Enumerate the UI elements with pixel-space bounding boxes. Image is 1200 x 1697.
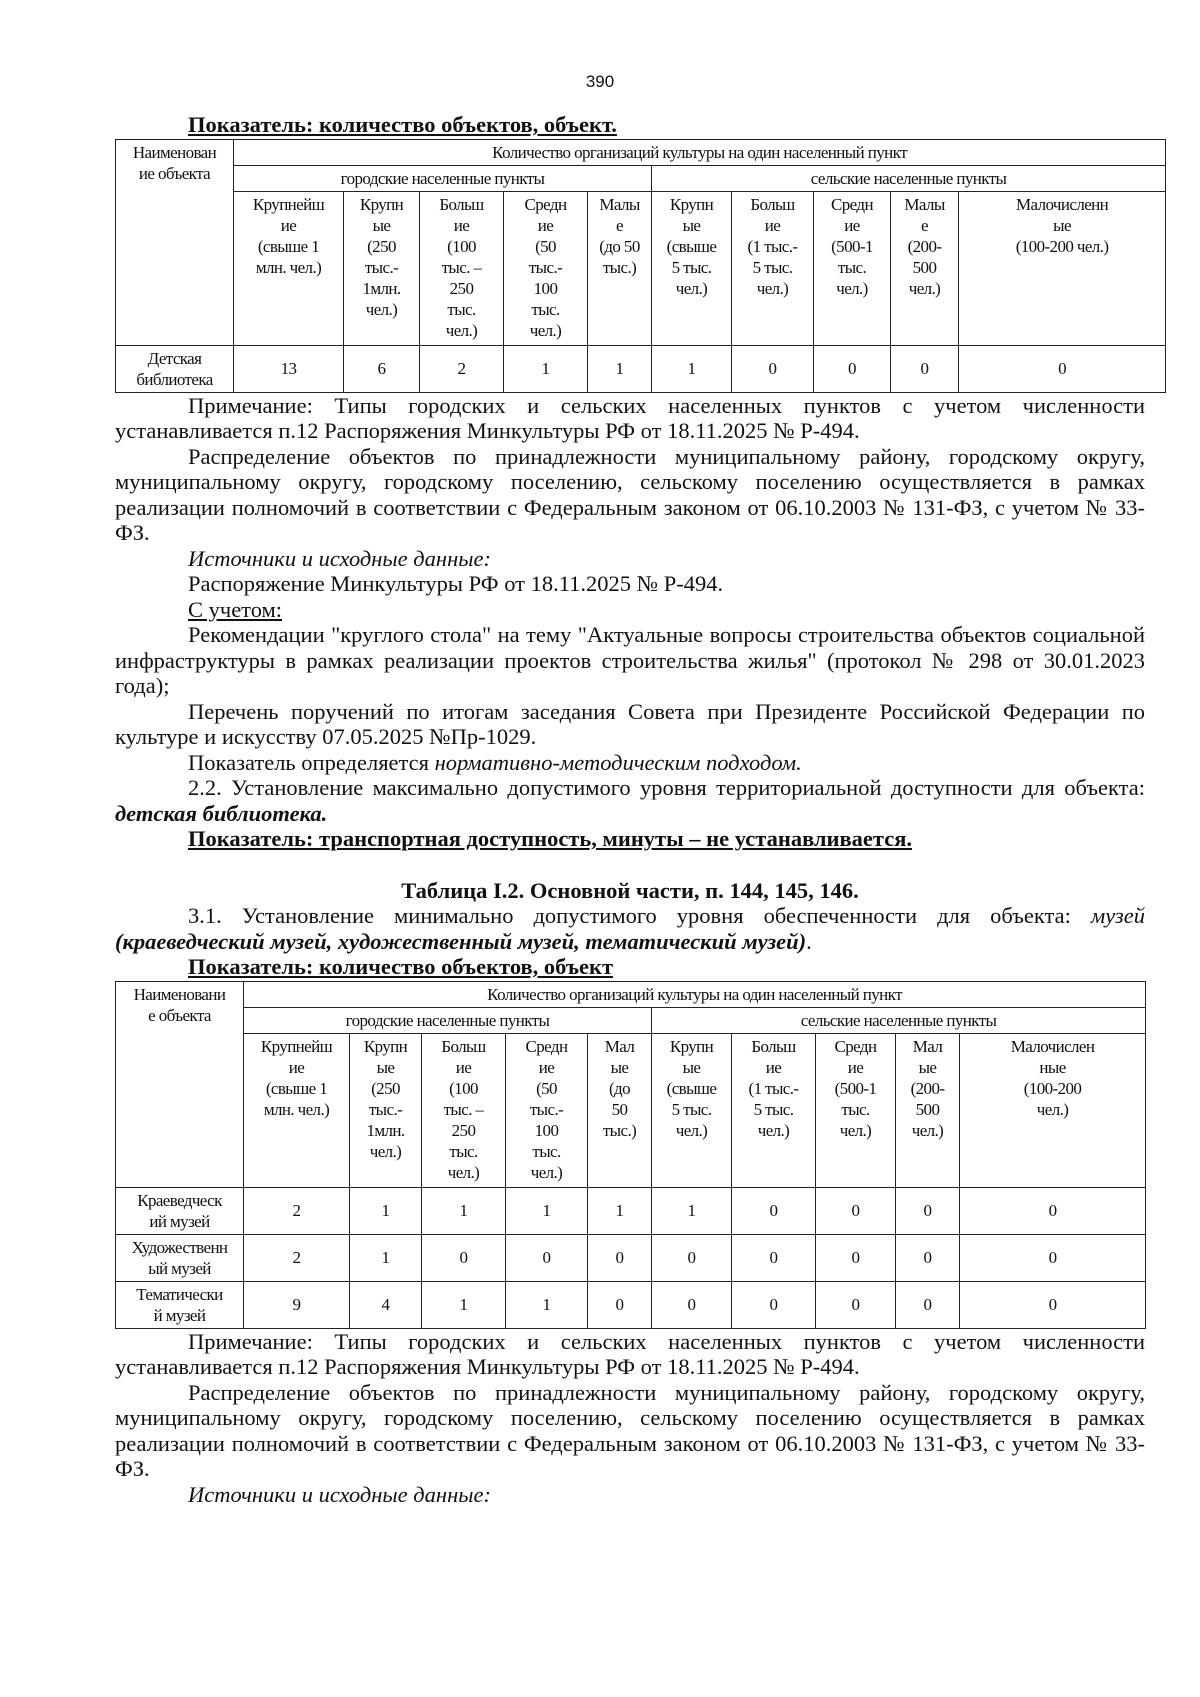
group-rural: сельские населенные пункты [652,165,1166,191]
column-header: Крупн ые (свыше 5 тыс. чел.) [652,1033,732,1187]
cell: 0 [588,1234,652,1281]
cell: 2 [244,1187,350,1234]
table-row [116,1187,1146,1234]
cell: 0 [652,1281,732,1328]
distribution-paragraph-museum: Распределение объектов по принадлежности муниципальному району, городскому округу, муниципальному округу, городскому поселению, сельскому поселению осуществляется в рамках реализации полномочий в соответствии с Федеральным законом от 06.10.2003 № 131-ФЗ, с учетом № 33-ФЗ. [115,1379,1145,1481]
cell: 9 [244,1281,350,1328]
column-header: Мал ые (до 50 тыс.) [588,1033,652,1187]
cell: 0 [652,1234,732,1281]
cell: 6 [344,345,420,392]
cell: 1 [652,1187,732,1234]
cell: 1 [504,345,588,392]
column-header: Больш ие (100 тыс. – 250 тыс. чел.) [420,191,504,345]
row-name: Тематически й музей [116,1281,244,1328]
cell: 1 [350,1187,422,1234]
column-header: Малочисленн ые (100-200 чел.) [959,191,1166,345]
cell: 1 [588,345,652,392]
column-header: Крупн ые (свыше 5 тыс. чел.) [652,191,732,345]
recommendations-paragraph: Рекомендации "круглого стола" на тему "Актуальные вопросы строительства объектов социальной инфраструктуры в рамках реализации проектов строительства жилья" (протокол № 298 от 30.01.2023 года); [115,622,1145,698]
method-prefix: Показатель определяется [188,749,435,775]
cell: 0 [960,1281,1146,1328]
column-header: Малочислен ные (100-200 чел.) [960,1033,1146,1187]
cell: 0 [816,1187,896,1234]
column-header: Крупн ые (250 тыс.- 1млн. чел.) [344,191,420,345]
table-row [116,1234,1146,1281]
group-urban: городские населенные пункты [234,165,652,191]
cell: 1 [350,1234,422,1281]
column-header: Больш ие (1 тыс.- 5 тыс. чел.) [732,1033,816,1187]
column-header: Крупнейш ие (свыше 1 млн. чел.) [244,1033,350,1187]
cell: 0 [732,345,814,392]
column-header: Крупнейш ие (свыше 1 млн. чел.) [234,191,344,345]
cell: 2 [244,1234,350,1281]
cell: 13 [234,345,344,392]
group-header-row [116,165,1166,191]
indicator-title: Показатель: количество объектов, объект. [188,112,617,137]
section-2-2-text: 2.2. Установление максимально допустимого уровня территориальной доступности для объекта: [188,775,1145,800]
row-name: Краеведческ ий музей [116,1187,244,1234]
method-paragraph [115,750,1145,776]
cell: 0 [960,1187,1146,1234]
note-paragraph-museum: Примечание: Типы городских и сельских населенных пунктов с учетом численности устанавливается п.12 Распоряжения Минкультуры РФ от 18.11.2025 № Р-494. [115,1328,1145,1379]
column-header-row [116,1033,1146,1187]
top-header: Количество организаций культуры на один населенный пункт [234,139,1166,165]
cell: 1 [652,345,732,392]
column-header-row [116,191,1166,345]
group-urban: городские населенные пункты [244,1007,652,1033]
top-header: Количество организаций культуры на один населенный пункт [244,981,1146,1007]
section-3-1-detail: (краеведческий музей, художественный музей, тематический музей) [115,928,807,954]
cell: 1 [422,1281,506,1328]
sources-label: Источники и исходные данные: [188,545,491,571]
children-library-table [115,139,1166,393]
column-header: Больш ие (100 тыс. – 250 тыс. чел.) [422,1033,506,1187]
sources-label-museum: Источники и исходные данные: [188,1481,491,1507]
section-2-2-paragraph [115,775,1145,826]
indicator-title-museum: Показатель: количество объектов, объект [188,954,613,979]
column-header: Средн ие (50 тыс.- 100 тыс. чел.) [504,191,588,345]
block-children-library [115,112,1145,1507]
column-header: Мал ые (200- 500 чел.) [896,1033,960,1187]
row-name: Детская библиотека [116,345,234,392]
source-item: Распоряжение Минкультуры РФ от 18.11.2025 № Р-494. [188,571,724,596]
cell: 0 [896,1187,960,1234]
cell: 1 [588,1187,652,1234]
column-header: Крупн ые (250 тыс.- 1млн. чел.) [350,1033,422,1187]
table-row [116,345,1166,392]
column-header: Средн ие (500-1 тыс. чел.) [814,191,891,345]
museum-table [115,981,1146,1329]
cell: 0 [816,1281,896,1328]
cell: 0 [422,1234,506,1281]
section-3-1-suffix: . [806,928,812,954]
distribution-paragraph: Распределение объектов по принадлежности муниципальному району, городскому округу, муниципальному округу, городскому поселению, сельскому поселению осуществляется в рамках реализации полномочий в соответствии с Федеральным законом от 06.10.2003 № 131-ФЗ, с учетом № 33-ФЗ. [115,443,1145,545]
cell: 1 [506,1281,588,1328]
corner-header: Наименован ие объекта [116,139,234,345]
column-header: Средн ие (50 тыс.- 100 тыс. чел.) [506,1033,588,1187]
cell: 0 [896,1281,960,1328]
group-rural: сельские населенные пункты [652,1007,1146,1033]
cell: 0 [960,1234,1146,1281]
table-header-row [116,139,1166,165]
cell: 0 [896,1234,960,1281]
column-header: Средн ие (500-1 тыс. чел.) [816,1033,896,1187]
column-header: Больш ие (1 тыс.- 5 тыс. чел.) [732,191,814,345]
cell: 0 [732,1281,816,1328]
section-2-2-object: детская библиотека. [115,800,328,826]
cell: 1 [422,1187,506,1234]
table-header-row [116,981,1146,1007]
instructions-paragraph: Перечень поручений по итогам заседания Совета при Президенте Российской Федерации по культуре и искусству 07.05.2025 №Пр-1029. [115,698,1145,749]
section-3-1-object: музей [1090,903,1145,928]
page-number: 390 [585,72,615,91]
table-i2-title: Таблица I.2. Основной части, п. 144, 145, 146. [401,877,859,903]
cell: 0 [506,1234,588,1281]
cell: 0 [732,1187,816,1234]
cell: 4 [350,1281,422,1328]
section-3-1-paragraph [115,903,1145,954]
column-header: Малы е (200- 500 чел.) [891,191,959,345]
cell: 0 [816,1234,896,1281]
method-value: нормативно-методическим подходом. [434,749,802,775]
cell: 1 [506,1187,588,1234]
cell: 0 [891,345,959,392]
cell: 2 [420,345,504,392]
corner-header: Наименовани е объекта [116,981,244,1187]
section-2-2-indicator: Показатель: транспортная доступность, минуты – не устанавливается. [188,826,913,851]
note-paragraph: Примечание: Типы городских и сельских населенных пунктов с учетом численности устанавливается п.12 Распоряжения Минкультуры РФ от 18.11.2025 № Р-494. [115,392,1145,443]
row-name: Художественн ый музей [116,1234,244,1281]
with-account-label: С учетом: [188,596,283,622]
cell: 0 [588,1281,652,1328]
cell: 0 [959,345,1166,392]
cell: 0 [732,1234,816,1281]
section-3-1-text: 3.1. Установление минимально допустимого уровня обеспеченности для объекта: [188,903,1091,928]
group-header-row [116,1007,1146,1033]
column-header: Малы е (до 50 тыс.) [588,191,652,345]
table-row [116,1281,1146,1328]
cell: 0 [814,345,891,392]
